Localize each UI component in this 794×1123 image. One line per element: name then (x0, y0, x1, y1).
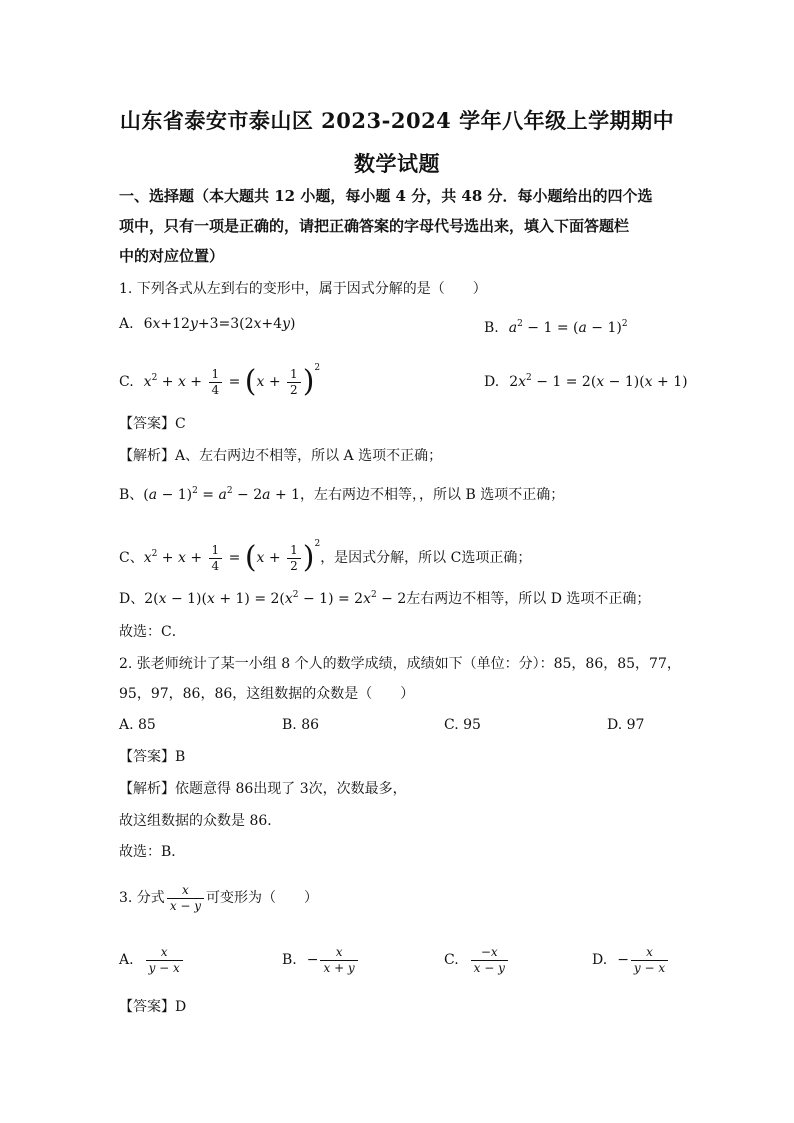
q1-conclusion: 故选：C． (119, 624, 186, 640)
q1-stem: 1. 下列各式从左到右的变形中，属于因式分解的是（ ） (119, 281, 487, 297)
q1-analysis-b-formula: $(a - 1)^2 = a^2 - 2a + 1$ (143, 486, 301, 503)
q1-option-c: C. $x^2 + x$ + $\frac{1}{4}$ = (x + $\frac{1}{2}$ )$^2$ (119, 363, 321, 399)
q3-option-b: B. − $\frac{x}{x + y}$ (282, 940, 360, 980)
q2-analysis-line1: 【解析】依题意得 86出现了 3次，次数最多， (119, 781, 407, 797)
document-subtitle: 数学试题 (354, 151, 440, 176)
q3-option-d: D. − $\frac{x}{y - x}$ (592, 940, 670, 980)
q3-stem-fraction: $\frac{x}{x - y}$ (167, 883, 204, 914)
section-heading-line3: 中的对应位置） (119, 247, 225, 265)
q3-answer: 【答案】D (119, 999, 187, 1015)
q2-option-b: B. 86 (282, 717, 320, 733)
q1-answer: 【答案】C (119, 416, 186, 432)
q2-option-d: D. 97 (607, 717, 645, 733)
q3-option-b-formula: $\frac{x}{x + y}$ (320, 945, 357, 976)
q3-option-a: A. $\frac{x}{y - x}$ (119, 940, 185, 980)
q1-option-a-formula: 6x+12y+3=3(2x+4y) (143, 316, 296, 332)
q3-option-c-formula: $\frac{-x}{x - y}$ (471, 945, 508, 976)
section-heading-line2: 项中，只有一项是正确的，请把正确答案的字母代号选出来，填入下面答题栏 (119, 217, 630, 235)
q1-analysis-c-formula: $x^2 + x$ + $\frac{1}{4}$ = (x + $\frac{1}{2}$ )$^2$ (143, 539, 321, 575)
q1-option-d: D. $2x^2 - 1 = 2(x - 1)(x + 1)$ (484, 373, 688, 390)
q3-stem: 3. 分式 $\frac{x}{x - y}$ 可变形为（ ） (119, 882, 319, 913)
q1-analysis-d-formula: $2(x - 1)(x + 1) = 2(x^2 - 1) = 2x^2 - 2$ (144, 590, 407, 607)
q3-option-d-formula: $\frac{x}{y - x}$ (631, 945, 668, 976)
document-title: 山东省泰安市泰山区 2023-2024 学年八年级上学期期中 (119, 108, 675, 133)
q2-answer: 【答案】B (119, 749, 186, 765)
q1-analysis-a: 【解析】A、左右两边不相等，所以 A 选项不正确； (119, 448, 443, 464)
q2-option-c: C. 95 (444, 717, 481, 733)
q3-option-a-formula: $\frac{x}{y - x}$ (146, 945, 183, 976)
q1-option-b-formula: $a^2 - 1 = (a - 1)^2$ (508, 319, 628, 336)
q2-option-a: A. 85 (119, 717, 156, 733)
q2-analysis-line2: 故这组数据的众数是 86． (119, 813, 282, 829)
q1-analysis-d: D、$2(x - 1)(x + 1) = 2(x^2 - 1) = 2x^2 - 2$左右两边不相等，所以 D 选项不正确； (119, 590, 651, 607)
q1-option-a: A. 6x+12y+3=3(2x+4y) (119, 316, 296, 332)
section-heading-line1: 一、选择题（本大题共 12 小题，每小题 4 分，共 48 分．每小题给出的四个选 (119, 187, 653, 205)
q1-analysis-c: C、$x^2 + x$ + $\frac{1}{4}$ = (x + $\frac{1}{2}$ )$^2$，是因式分解，所以 C选项正确； (119, 539, 532, 575)
q1-option-c-formula: $x^2 + x$ + $\frac{1}{4}$ = (x + $\frac{1}{2}$ )$^2$ (143, 363, 321, 399)
q1-analysis-b: B、$(a - 1)^2 = a^2 - 2a + 1$，左右两边不相等，，所以 B 选项不正确； (119, 486, 565, 503)
q1-option-b: B. $a^2 - 1 = (a - 1)^2$ (484, 319, 628, 336)
q2-stem-line1: 2. 张老师统计了某一小组 8 个人的数学成绩，成绩如下（单位：分）：85，86，85，77， (119, 656, 681, 672)
q3-option-c: C. $\frac{-x}{x - y}$ (444, 940, 510, 980)
q2-conclusion: 故选：B． (119, 844, 186, 860)
q1-option-d-formula: $2x^2 - 1 = 2(x - 1)(x + 1)$ (509, 373, 688, 390)
q2-stem-line2: 95，97，86，86，这组数据的众数是（ ） (119, 686, 415, 702)
